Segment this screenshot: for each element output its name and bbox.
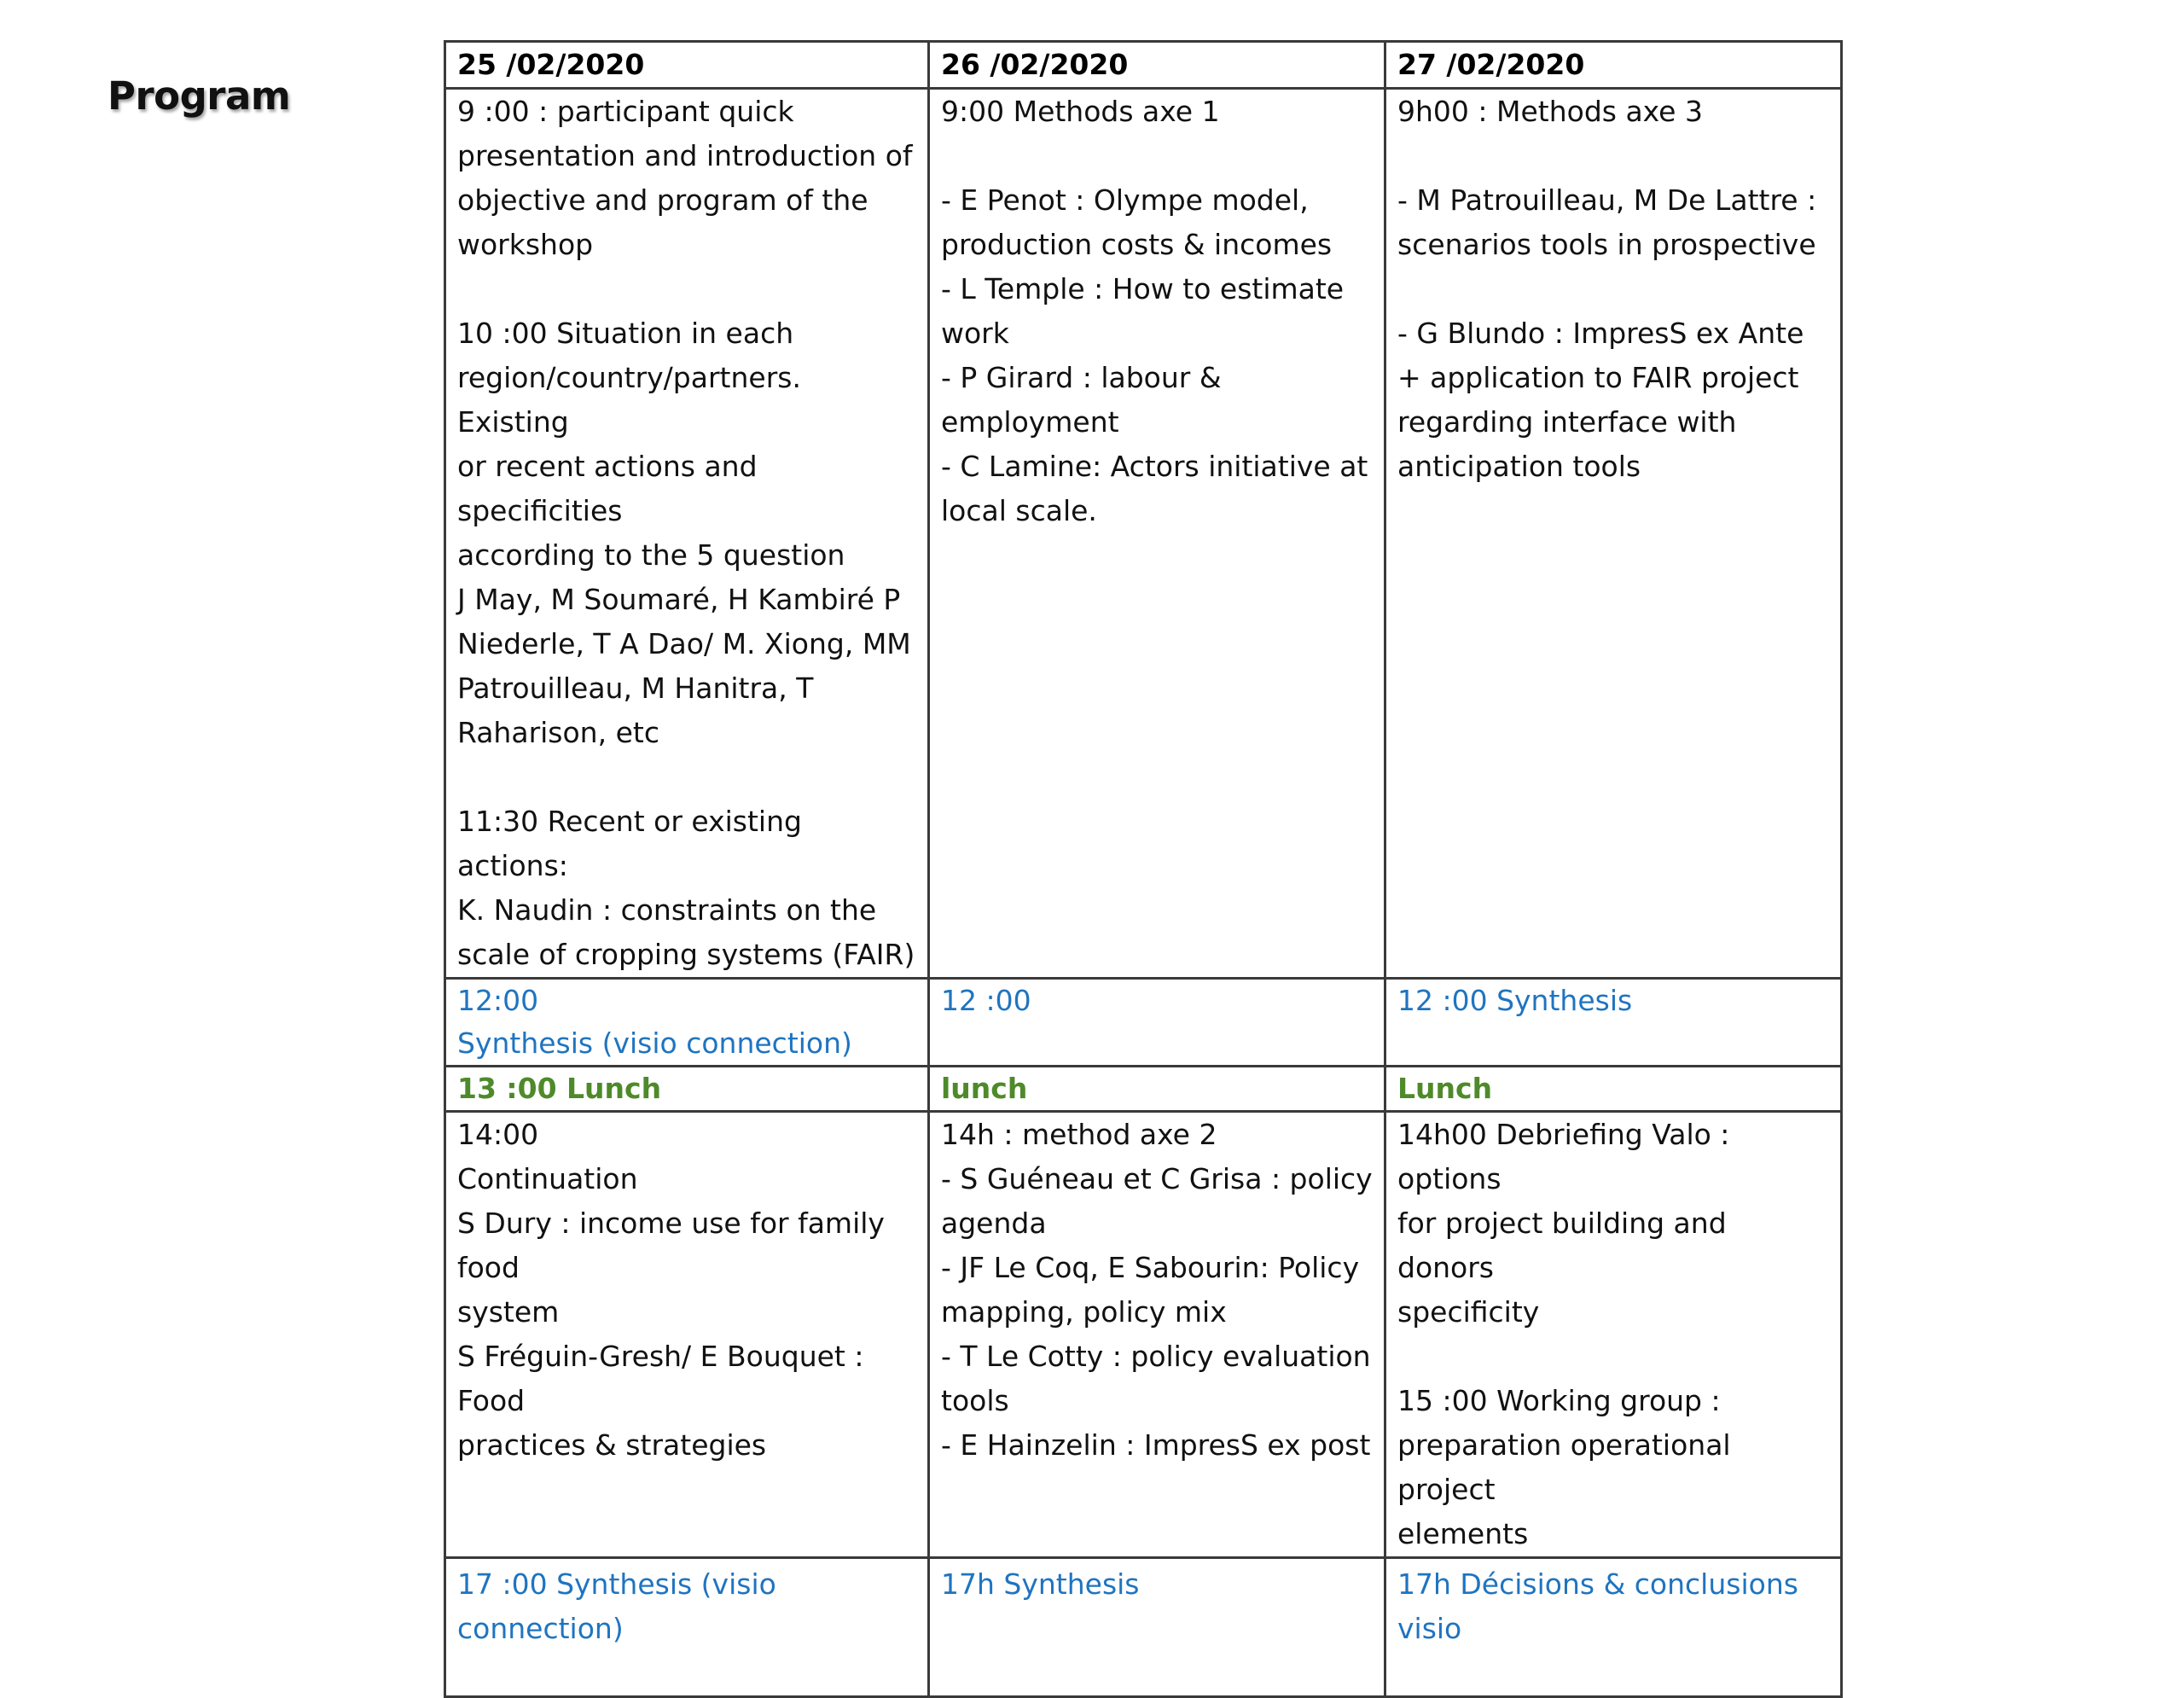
day-3-lunch: Lunch	[1385, 1067, 1842, 1112]
day-1-midday-synthesis: 12:00 Synthesis (visio connection)	[445, 979, 929, 1067]
day-2-midday-synthesis: 12 :00	[929, 979, 1385, 1067]
day-3-evening-synthesis: 17h Décisions & conclusions visio	[1385, 1558, 1842, 1697]
morning-row	[445, 89, 1842, 979]
day-1-evening-synthesis: 17 :00 Synthesis (visio connection)	[445, 1558, 929, 1697]
day-3-date: 27 /02/2020	[1385, 42, 1842, 89]
day-3-afternoon-session: 14h00 Debriefing Valo : options for project building and donors specificity 15 :00 Working group : preparation operational project elements	[1385, 1112, 1842, 1558]
day-2-evening-synthesis: 17h Synthesis	[929, 1558, 1385, 1697]
afternoon-row	[445, 1112, 1842, 1558]
day-2-lunch: lunch	[929, 1067, 1385, 1112]
day-3-morning-session: 9h00 : Methods axe 3 - M Patrouilleau, M De Lattre : scenarios tools in prospective - G Blundo : ImpresS ex Ante + application to FAIR project regarding interface with anticipation tools	[1385, 89, 1842, 979]
lunch-row	[445, 1067, 1842, 1112]
page-title: Program	[107, 73, 291, 119]
midday-synthesis-row	[445, 979, 1842, 1067]
day-1-date: 25 /02/2020	[445, 42, 929, 89]
day-2-afternoon-session: 14h : method axe 2 - S Guéneau et C Grisa : policy agenda - JF Le Coq, E Sabourin: Policy mapping, policy mix - T Le Cotty : policy evaluation tools - E Hainzelin : ImpresS ex post	[929, 1112, 1385, 1558]
day-2-date: 26 /02/2020	[929, 42, 1385, 89]
day-1-afternoon-session: 14:00 Continuation S Dury : income use for family food system S Fréguin-Gresh/ E Bouquet : Food practices & strategies	[445, 1112, 929, 1558]
day-1-lunch: 13 :00 Lunch	[445, 1067, 929, 1112]
evening-synthesis-row	[445, 1558, 1842, 1697]
day-1-morning-session: 9 :00 : participant quick presentation and introduction of objective and program of the workshop 10 :00 Situation in each region/country/partners. Existing or recent actions and specificities according to the 5 question J May, M Soumaré, H Kambiré P Niederle, T A Dao/ M. Xiong, MM Patrouilleau, M Hanitra, T Raharison, etc 11:30 Recent or existing actions: K. Naudin : constraints on the scale of cropping systems (FAIR)	[445, 89, 929, 979]
day-2-morning-session: 9:00 Methods axe 1 - E Penot : Olympe model, production costs & incomes - L Temple : How to estimate work - P Girard : labour & employment - C Lamine: Actors initiative at local scale.	[929, 89, 1385, 979]
date-header-row	[445, 42, 1842, 89]
day-3-midday-synthesis: 12 :00 Synthesis	[1385, 979, 1842, 1067]
program-table	[444, 40, 1843, 1698]
